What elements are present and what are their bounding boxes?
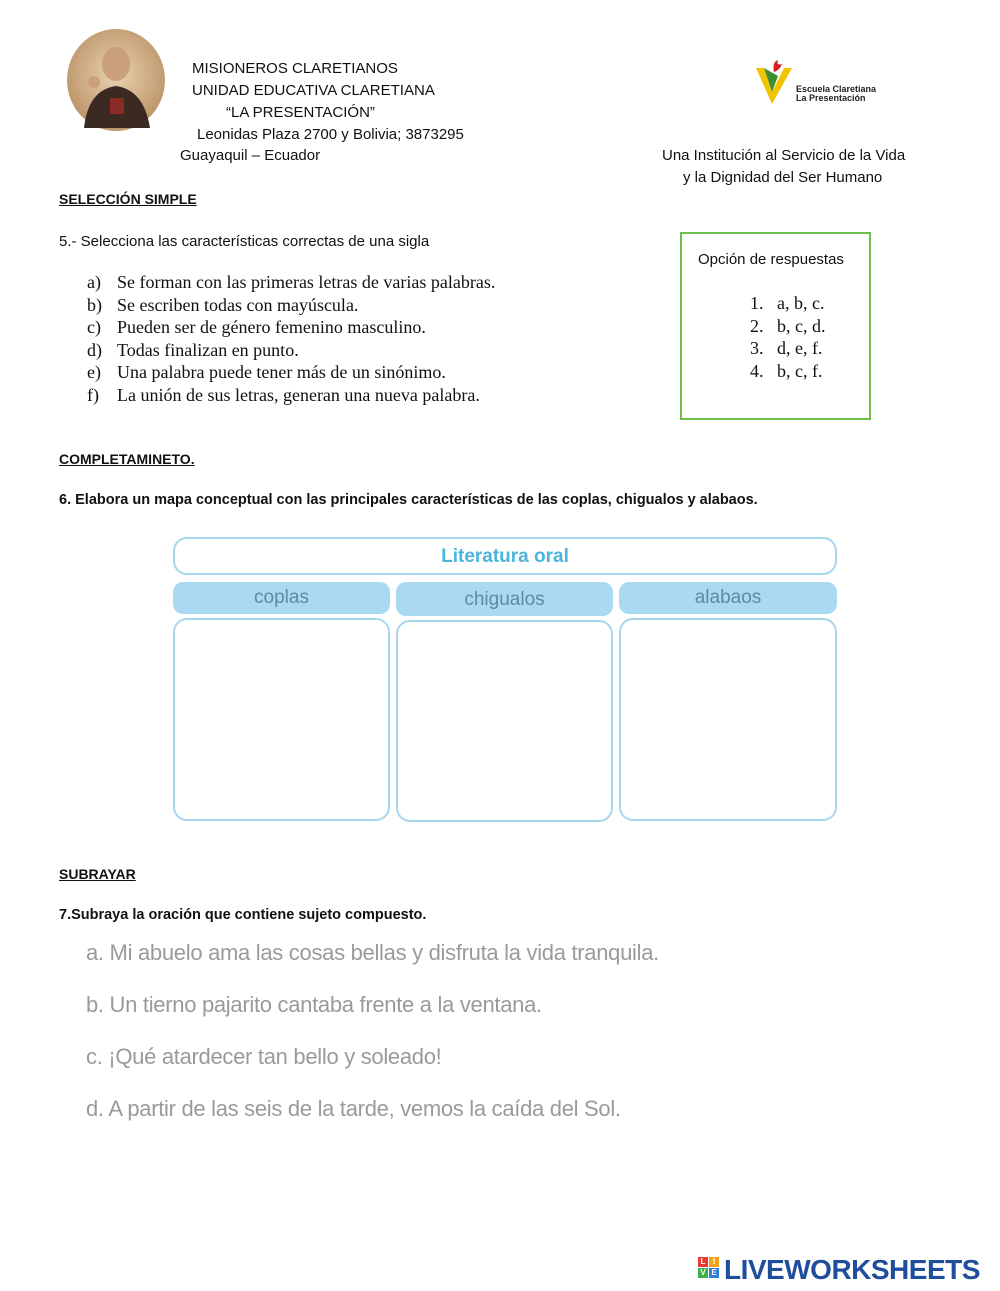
concept-map-box-alabaos[interactable] — [619, 618, 837, 821]
sentence-d[interactable]: d. A partir de las seis de la tarde, vemos la caída del Sol. — [86, 1096, 621, 1121]
choice-text: a, b, c. — [777, 293, 825, 313]
choice-text: b, c, d. — [777, 315, 826, 336]
choice-number: 1. — [750, 293, 764, 313]
option-a — [87, 271, 495, 294]
option-letter: e) — [87, 362, 101, 383]
brand-tile-v: V — [698, 1268, 708, 1278]
choice-number: 4. — [750, 360, 764, 381]
choice-text: d, e, f. — [777, 338, 823, 358]
school-logo — [752, 58, 912, 108]
option-text: Pueden ser de género femenino masculino. — [117, 317, 426, 338]
question-6: 6. Elabora un mapa conceptual con las principales características de las coplas, chigualos y alabaos. — [59, 492, 758, 508]
option-letter: c) — [87, 317, 101, 338]
question-5: 5.- Selecciona las características correctas de una sigla — [59, 233, 430, 250]
answer-choice-4[interactable] — [750, 360, 826, 383]
liveworksheets-logo-icon — [698, 1257, 722, 1281]
logo-text-line-2: La Presentación — [796, 93, 866, 103]
header-line-3: “LA PRESENTACIÓN” — [226, 104, 375, 121]
option-e — [87, 361, 495, 384]
header-line-1: MISIONEROS CLARETIANOS — [192, 60, 398, 77]
motto-line-1: Una Institución al Servicio de la Vida — [662, 147, 906, 164]
choice-text: b, c, f. — [777, 360, 823, 381]
option-letter: f) — [87, 384, 99, 405]
option-f — [87, 384, 495, 407]
sentence-c[interactable]: c. ¡Qué atardecer tan bello y soleado! — [86, 1044, 442, 1069]
answer-choices — [750, 292, 826, 382]
concept-map-box-chigualos[interactable] — [396, 620, 613, 822]
option-d — [87, 339, 495, 362]
school-header — [192, 58, 464, 146]
answer-options-box — [680, 232, 871, 420]
option-text: Se forman con las primeras letras de varias palabras. — [117, 272, 496, 292]
brand-tile-l: L — [698, 1257, 708, 1267]
concept-map-title-text: Literatura oral — [441, 546, 569, 567]
answer-box-title: Opción de respuestas — [698, 251, 844, 268]
concept-map-header-alabaos: alabaos — [619, 582, 837, 614]
option-text: Una palabra puede tener más de un sinónimo. — [117, 362, 446, 383]
sentence-a[interactable]: a. Mi abuelo ama las cosas bellas y disfruta la vida tranquila. — [86, 940, 659, 965]
option-letter: d) — [87, 339, 102, 360]
header-line-4: Leonidas Plaza 2700 y Bolivia; 3873295 — [197, 126, 464, 143]
section-title-seleccion: SELECCIÓN SIMPLE — [59, 191, 197, 207]
question-7: 7.Subraya la oración que contiene sujeto compuesto. — [59, 907, 427, 923]
option-letter: a) — [87, 272, 101, 292]
option-text: Todas finalizan en punto. — [117, 339, 299, 360]
options-list — [87, 271, 495, 407]
brand-tile-e: E — [709, 1268, 719, 1278]
liveworksheets-brand[interactable]: LIVEWORKSHEETS — [724, 1254, 980, 1285]
concept-map-header-coplas: coplas — [173, 582, 390, 614]
option-letter: b) — [87, 294, 102, 315]
section-title-completamiento: COMPLETAMINETO. — [59, 451, 195, 467]
logo-text-line-1: Escuela Claretiana — [796, 84, 877, 94]
option-text: Se escriben todas con mayúscula. — [117, 294, 359, 315]
header-line-2: UNIDAD EDUCATIVA CLARETIANA — [192, 82, 435, 99]
concept-map-header-chigualos: chigualos — [396, 582, 613, 616]
concept-map-box-coplas[interactable] — [173, 618, 390, 821]
sentence-b[interactable]: b. Un tierno pajarito cantaba frente a la ventana. — [86, 992, 542, 1017]
motto — [662, 145, 905, 189]
choice-number: 3. — [750, 338, 764, 358]
answer-choice-1[interactable] — [750, 292, 826, 315]
answer-choice-3[interactable] — [750, 337, 826, 360]
founder-portrait — [66, 28, 166, 132]
concept-map-title — [173, 537, 837, 575]
choice-number: 2. — [750, 315, 764, 336]
header-city: Guayaquil – Ecuador — [180, 147, 321, 164]
answer-choice-2[interactable] — [750, 315, 826, 338]
option-b — [87, 294, 495, 317]
section-title-subrayar: SUBRAYAR — [59, 866, 136, 882]
brand-tile-i: I — [709, 1257, 719, 1267]
option-text: La unión de sus letras, generan una nueva palabra. — [117, 384, 480, 405]
option-c — [87, 316, 495, 339]
motto-line-2: y la Dignidad del Ser Humano — [683, 169, 883, 186]
